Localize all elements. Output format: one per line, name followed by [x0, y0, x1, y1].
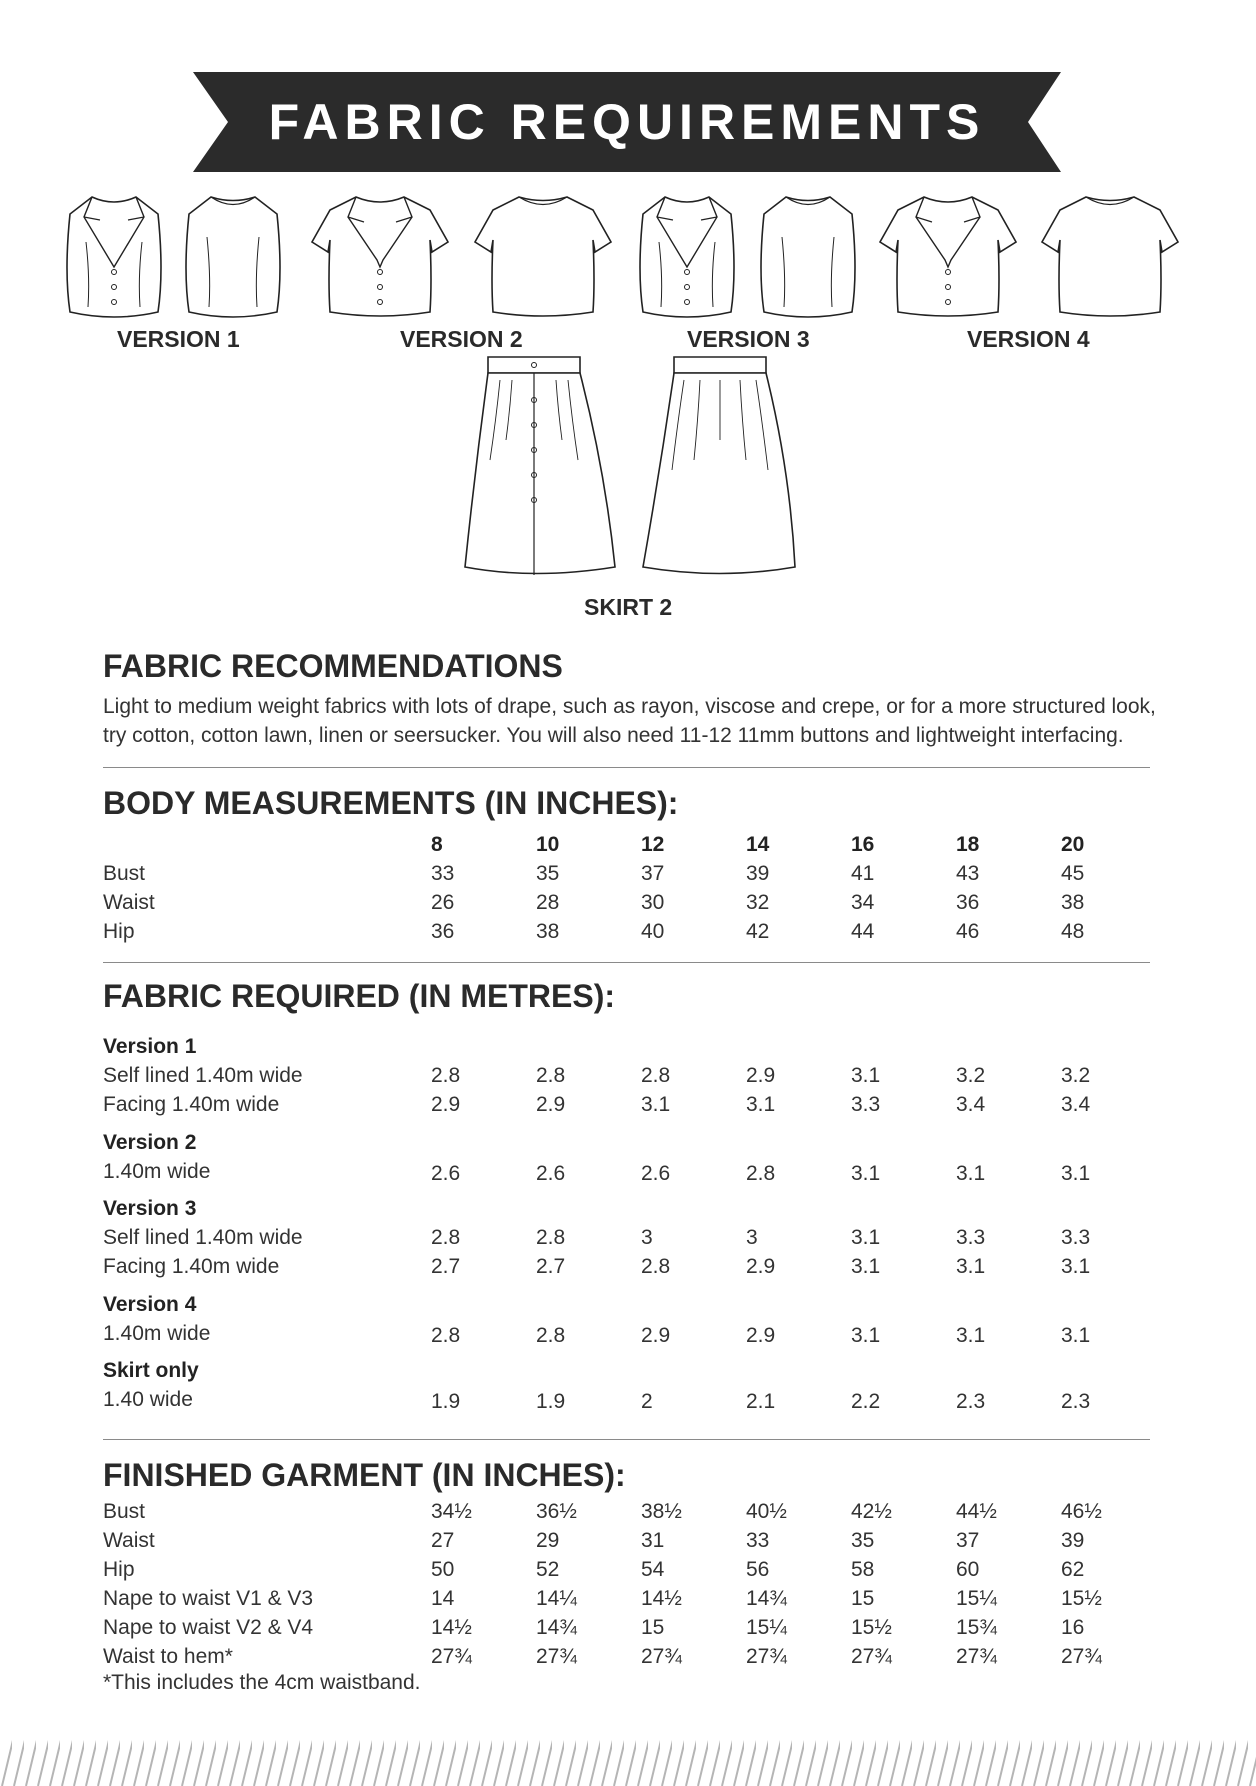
table-cell: 45	[1061, 862, 1085, 885]
table-cell: 50	[431, 1558, 455, 1581]
table-cell: 44½	[956, 1500, 997, 1523]
table-cell: 33	[431, 862, 455, 885]
row-label: Waist	[103, 1529, 155, 1552]
table-cell: 46½	[1061, 1500, 1102, 1523]
group-heading: Skirt only	[103, 1359, 199, 1382]
version-2-front-drawing	[312, 197, 448, 316]
row-label: 1.40m wide	[103, 1322, 211, 1345]
table-cell: 3.1	[851, 1324, 881, 1347]
table-cell: 35	[536, 862, 560, 885]
size-header: 10	[536, 833, 560, 856]
table-cell: 27¾	[746, 1645, 787, 1668]
table-cell: 2.9	[536, 1093, 566, 1116]
row-label: Waist to hem*	[103, 1645, 233, 1668]
divider	[103, 767, 1150, 768]
table-cell: 27¾	[1061, 1645, 1102, 1668]
table-cell: 3.4	[1061, 1093, 1091, 1116]
table-cell: 2.3	[1061, 1390, 1091, 1413]
table-cell: 26	[431, 891, 455, 914]
table-cell: 44	[851, 920, 875, 943]
skirt-front-drawing	[465, 357, 615, 575]
table-cell: 3.2	[1061, 1064, 1091, 1087]
table-cell: 34½	[431, 1500, 472, 1523]
table-cell: 42½	[851, 1500, 892, 1523]
table-cell: 14¾	[746, 1587, 787, 1610]
table-cell: 40½	[746, 1500, 787, 1523]
table-cell: 29	[536, 1529, 560, 1552]
row-label: Nape to waist V1 & V3	[103, 1587, 314, 1610]
divider	[103, 1439, 1150, 1440]
table-cell: 37	[641, 862, 665, 885]
table-cell: 48	[1061, 920, 1085, 943]
version-2-label: VERSION 2	[400, 326, 523, 352]
table-cell: 3.2	[956, 1064, 986, 1087]
table-cell: 2.7	[536, 1255, 566, 1278]
table-cell: 3.1	[1061, 1162, 1091, 1185]
size-header: 14	[746, 833, 770, 856]
table-cell: 14¼	[536, 1587, 577, 1610]
table-cell: 3.1	[956, 1324, 986, 1347]
table-cell: 28	[536, 891, 560, 914]
table-cell: 2.8	[431, 1324, 461, 1347]
table-cell: 27¾	[956, 1645, 997, 1668]
size-header: 20	[1061, 833, 1085, 856]
table-cell: 42	[746, 920, 770, 943]
table-cell: 14½	[641, 1587, 682, 1610]
size-header: 8	[431, 833, 443, 856]
table-cell: 15	[641, 1616, 665, 1639]
version-4-back-drawing	[1042, 197, 1178, 316]
table-cell: 2.8	[641, 1064, 671, 1087]
row-label: Hip	[103, 920, 135, 943]
table-cell: 15¾	[956, 1616, 997, 1639]
table-cell: 31	[641, 1529, 665, 1552]
finished-garment-title: FINISHED GARMENT (IN INCHES):	[103, 1457, 626, 1493]
table-cell: 27¾	[431, 1645, 472, 1668]
row-label: Bust	[103, 1500, 146, 1523]
table-cell: 2.7	[431, 1255, 461, 1278]
row-label: Nape to waist V2 & V4	[103, 1616, 314, 1639]
table-cell: 38	[1061, 891, 1085, 914]
table-cell: 52	[536, 1558, 560, 1581]
table-cell: 35	[851, 1529, 875, 1552]
size-header: 18	[956, 833, 980, 856]
table-cell: 3	[641, 1226, 653, 1249]
table-cell: 3.1	[956, 1255, 986, 1278]
row-label: Self lined 1.40m wide	[103, 1226, 303, 1249]
table-cell: 2.6	[641, 1162, 671, 1185]
table-cell: 2.9	[746, 1255, 776, 1278]
table-cell: 3.1	[641, 1093, 671, 1116]
version-4-label: VERSION 4	[967, 326, 1090, 352]
group-heading: Version 3	[103, 1197, 197, 1220]
table-cell: 39	[746, 862, 770, 885]
table-cell: 2.9	[746, 1064, 776, 1087]
table-cell: 2.8	[536, 1064, 566, 1087]
table-cell: 3.1	[851, 1162, 881, 1185]
table-cell: 3.1	[1061, 1324, 1091, 1347]
table-cell: 3.3	[851, 1093, 881, 1116]
table-cell: 37	[956, 1529, 980, 1552]
divider	[103, 962, 1150, 963]
table-cell: 54	[641, 1558, 665, 1581]
page-title: FABRIC REQUIREMENTS	[268, 94, 986, 150]
group-heading: Version 4	[103, 1293, 197, 1316]
table-cell: 38	[536, 920, 560, 943]
table-cell: 46	[956, 920, 980, 943]
row-label: Facing 1.40m wide	[103, 1255, 280, 1278]
table-cell: 2.3	[956, 1390, 986, 1413]
bottom-stripe-border	[0, 1736, 1256, 1786]
table-cell: 3.1	[851, 1255, 881, 1278]
table-cell: 60	[956, 1558, 980, 1581]
row-label: 1.40m wide	[103, 1160, 211, 1183]
version-2-back-drawing	[475, 197, 611, 316]
table-cell: 38½	[641, 1500, 682, 1523]
table-cell: 2.6	[536, 1162, 566, 1185]
row-label: Waist	[103, 891, 155, 914]
table-cell: 2.9	[746, 1324, 776, 1347]
table-cell: 32	[746, 891, 770, 914]
table-cell: 62	[1061, 1558, 1085, 1581]
body-measurements-title: BODY MEASUREMENTS (IN INCHES):	[103, 785, 679, 821]
table-cell: 2.9	[641, 1324, 671, 1347]
skirt-label: SKIRT 2	[584, 594, 673, 620]
table-cell: 2.9	[431, 1093, 461, 1116]
table-cell: 15¼	[956, 1587, 997, 1610]
version-3-label: VERSION 3	[687, 326, 810, 352]
table-cell: 34	[851, 891, 875, 914]
table-cell: 3.1	[851, 1226, 881, 1249]
table-cell: 33	[746, 1529, 770, 1552]
garment-illustrations	[0, 170, 1256, 630]
table-cell: 27¾	[641, 1645, 682, 1668]
table-cell: 43	[956, 862, 980, 885]
table-cell: 27¾	[536, 1645, 577, 1668]
table-cell: 14½	[431, 1616, 472, 1639]
table-cell: 15¼	[746, 1616, 787, 1639]
table-cell: 2.8	[536, 1226, 566, 1249]
row-label: 1.40 wide	[103, 1388, 193, 1411]
table-cell: 3.3	[1061, 1226, 1091, 1249]
skirt-back-drawing	[643, 357, 795, 574]
table-cell: 2.1	[746, 1390, 776, 1413]
table-cell: 3.1	[746, 1093, 776, 1116]
table-cell: 14	[431, 1587, 455, 1610]
table-cell: 15½	[851, 1616, 892, 1639]
table-cell: 36	[431, 920, 455, 943]
version-4-front-drawing	[880, 197, 1016, 316]
table-cell: 14¾	[536, 1616, 577, 1639]
table-cell: 36	[956, 891, 980, 914]
table-cell: 3	[746, 1226, 758, 1249]
version-1-front-drawing	[67, 197, 161, 317]
version-3-front-drawing	[640, 197, 734, 317]
table-cell: 3.1	[851, 1064, 881, 1087]
version-1-label: VERSION 1	[117, 326, 240, 352]
table-cell: 15	[851, 1587, 875, 1610]
table-cell: 30	[641, 891, 665, 914]
table-cell: 3.3	[956, 1226, 986, 1249]
table-cell: 16	[1061, 1616, 1085, 1639]
table-cell: 1.9	[536, 1390, 566, 1413]
table-cell: 2.8	[746, 1162, 776, 1185]
table-cell: 2.6	[431, 1162, 461, 1185]
table-cell: 3.1	[956, 1162, 986, 1185]
table-cell: 36½	[536, 1500, 577, 1523]
version-3-back-drawing	[761, 197, 855, 317]
table-cell: 15½	[1061, 1587, 1102, 1610]
table-cell: 40	[641, 920, 665, 943]
table-cell: 1.9	[431, 1390, 461, 1413]
row-label: Hip	[103, 1558, 135, 1581]
table-cell: 3.4	[956, 1093, 986, 1116]
table-cell: 3.1	[1061, 1255, 1091, 1278]
table-cell: 58	[851, 1558, 875, 1581]
row-label: Bust	[103, 862, 146, 885]
recommendations-title: FABRIC RECOMMENDATIONS	[103, 648, 563, 684]
table-cell: 2.8	[536, 1324, 566, 1347]
fabric-required-title: FABRIC REQUIRED (IN METRES):	[103, 978, 615, 1014]
size-header: 16	[851, 833, 875, 856]
table-cell: 27¾	[851, 1645, 892, 1668]
table-cell: 39	[1061, 1529, 1085, 1552]
table-cell: 2	[641, 1390, 653, 1413]
table-cell: 27	[431, 1529, 455, 1552]
size-header: 12	[641, 833, 665, 856]
table-cell: 2.2	[851, 1390, 881, 1413]
table-cell: 41	[851, 862, 875, 885]
table-cell: 56	[746, 1558, 770, 1581]
version-1-back-drawing	[186, 197, 280, 317]
footnote: *This includes the 4cm waistband.	[103, 1671, 421, 1694]
group-heading: Version 1	[103, 1035, 197, 1058]
table-cell: 2.8	[431, 1226, 461, 1249]
table-cell: 2.8	[431, 1064, 461, 1087]
row-label: Facing 1.40m wide	[103, 1093, 280, 1116]
row-label: Self lined 1.40m wide	[103, 1064, 303, 1087]
title-banner	[0, 0, 1256, 190]
recommendations-text: Light to medium weight fabrics with lots of drape, such as rayon, viscose and crepe, or for a more structured look, try cotton, cotton lawn, linen or seersucker. You will also need 11-12 11mm buttons and lightweight interfacing.	[103, 695, 1156, 747]
group-heading: Version 2	[103, 1131, 197, 1154]
table-cell: 2.8	[641, 1255, 671, 1278]
